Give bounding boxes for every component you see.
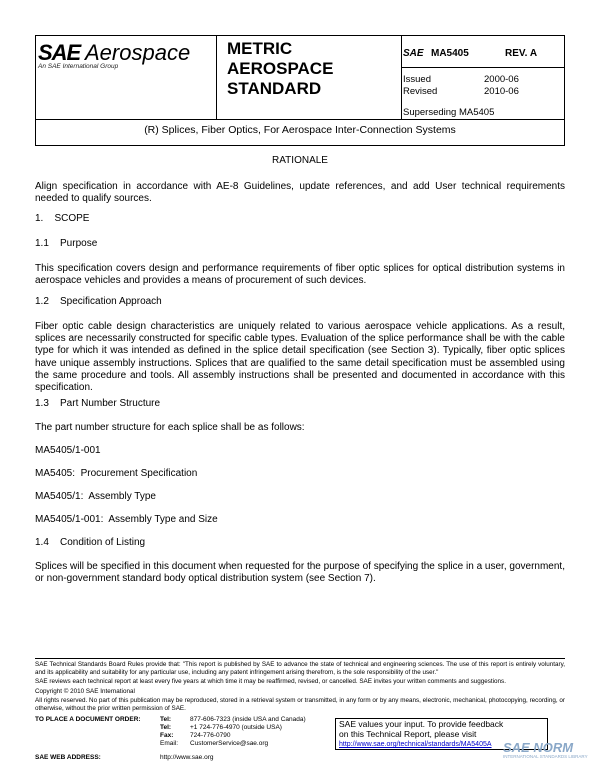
copyright: Copyright © 2010 SAE International [35, 688, 135, 695]
issued-label: Issued [403, 74, 431, 85]
pn-line-size: MA5405/1-001: Assembly Type and Size [35, 514, 218, 525]
purpose-text: This specification covers design and performance requirements of fiber optic splices for optical distribution systems in aerospace vehicles and provides a means of procurement of such devices. [35, 263, 565, 287]
standard-title: METRIC AEROSPACE STANDARD [227, 39, 334, 98]
review-text: SAE reviews each technical report at least every five years at which time it may be reaffirmed, revised, or cancelled. SAE invites your written comments and suggestions. [35, 678, 506, 685]
revised-label: Revised [403, 86, 438, 97]
email-link[interactable]: CustomerService@sae.org [190, 740, 269, 747]
issued-value: 2000-06 [484, 74, 519, 85]
revision-label: REV. A [505, 48, 538, 59]
fax-label: Fax: [160, 732, 174, 739]
feedback-text: SAE values your input. To provide feedback on this Technical Report, please visit [339, 719, 504, 739]
web-link[interactable]: http://www.sae.org [160, 754, 214, 761]
pn-example: MA5405/1-001 [35, 445, 101, 456]
superseding-note: Superseding MA5405 [403, 107, 495, 118]
document-number: MA5405 [431, 48, 469, 59]
rights-text: All rights reserved. No part of this publication may be reproduced, stored in a retrieval system or transmitted, in any form or by any means, electronic, mechanical, photocopying, recording, or otherwise, without the prior written permission of SAE. [35, 697, 565, 712]
feedback-link[interactable]: http://www.sae.org/technical/standards/MA5405A [339, 741, 492, 748]
rationale-heading: RATIONALE [272, 155, 328, 166]
tel-value: 877-606-7323 (inside USA and Canada) [190, 716, 306, 723]
listing-text: Splices will be specified in this document when requested for the purpose of specifying the splice in a user, government, or non-government standard body optical distribution system (see Section 7). [35, 561, 565, 585]
rationale-text: Align specification in accordance with AE-8 Guidelines, update references, and add User technical requirements needed to qualify sources. [35, 181, 565, 205]
board-rules-text: SAE Technical Standards Board Rules provide that: "This report is published by SAE to advance the state of technical and engineering sciences. The use of this report is entirely voluntary, and its applicability and suitability for any particular use, including any patent infringement arising therefrom, is the sole responsibility of the user." [35, 661, 565, 676]
pn-line-assembly: MA5405/1: Assembly Type [35, 491, 156, 502]
sae-logo: SAE [38, 40, 81, 65]
scope-heading: 1. SCOPE [35, 213, 90, 224]
pns-heading: 1.3 Part Number Structure [35, 398, 161, 409]
tel-label: Tel: [160, 716, 172, 723]
fax-value: 724-776-0790 [190, 732, 231, 739]
email-label: Email: [160, 740, 179, 747]
tel2-value: +1 724-776-4970 (outside USA) [190, 724, 282, 731]
web-label: SAE WEB ADDRESS: [35, 754, 101, 761]
approach-heading: 1.2 Specification Approach [35, 296, 162, 307]
aerospace-logo-text: Aerospace [85, 40, 191, 65]
footer-divider [35, 658, 565, 659]
listing-heading: 1.4 Condition of Listing [35, 537, 146, 548]
watermark-subtitle: INTERNATIONAL STANDARDS LIBRARY [503, 754, 588, 759]
revised-value: 2010-06 [484, 86, 519, 97]
pns-intro: The part number structure for each splice shall be as follows: [35, 422, 305, 433]
order-label: TO PLACE A DOCUMENT ORDER: [35, 716, 141, 723]
sae-mark-icon: SAE [403, 48, 424, 59]
logo-subtitle: An SAE International Group [38, 63, 119, 70]
pn-line-procurement: MA5405: Procurement Specification [35, 468, 198, 479]
tel2-label: Tel: [160, 724, 172, 731]
purpose-heading: 1.1 Purpose [35, 238, 98, 249]
document-subject: (R) Splices, Fiber Optics, For Aerospace Inter-Connection Systems [144, 124, 456, 136]
watermark-logo: SAE NORM [503, 740, 574, 755]
approach-text: Fiber optic cable design characteristics are uniquely related to various aerospace vehicle applications. As a result, splices are necessarily constructed for specific cable types. Evaluation of the splice performance shall be with the cable type for which it was intended as defined in the splice detail specification (see Section 3). Typically, fiber optic splices have unique assembly instructions. Splices that are qualified to the same detail specification must be assembled using the same procedure and tools. All assembly instructions shall be presented and documented in accordance with this specification. [35, 321, 565, 394]
